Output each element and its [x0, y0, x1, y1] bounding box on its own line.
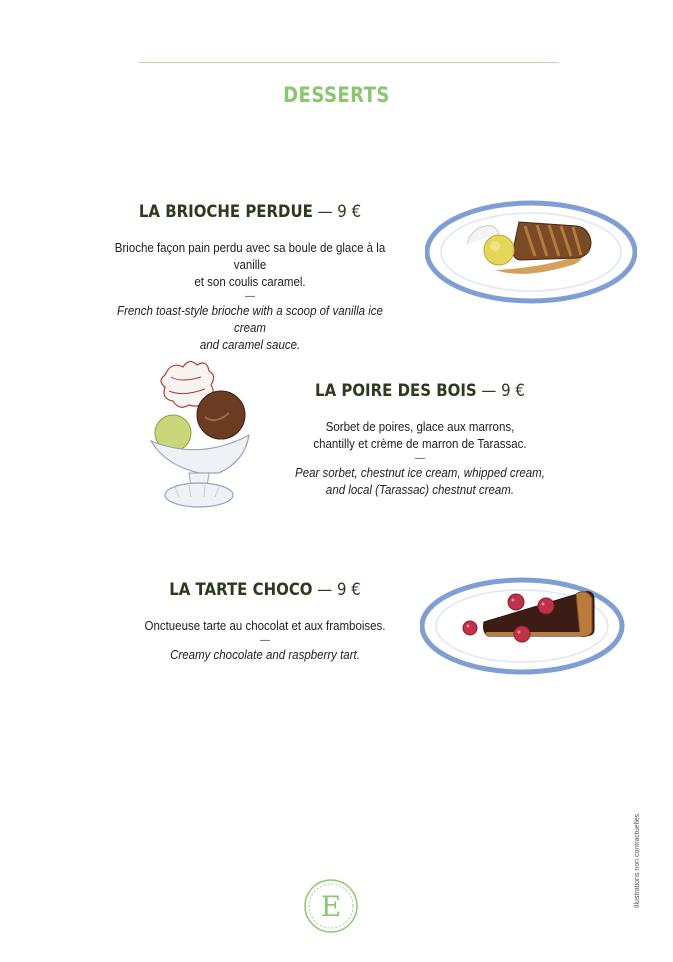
dish-tarte-choco — [115, 580, 415, 664]
dish-price: — 9 € — [481, 381, 525, 401]
dish-title — [133, 580, 397, 600]
separator-dash: — — [245, 291, 255, 302]
dish-name: LA BRIOCHE PERDUE — [138, 202, 313, 222]
description-fr-line-2: chantilly et crème de marron de Tarassac. — [313, 437, 527, 451]
description-fr-line-2: et son coulis caramel. — [194, 275, 306, 289]
restaurant-logo — [303, 878, 359, 939]
illustrations-disclaimer: Illustrations non contractuelles. — [634, 811, 641, 908]
dish-title — [288, 381, 552, 401]
dish-price: — 9 € — [317, 580, 361, 600]
sundae-cup-illustration — [145, 357, 255, 515]
description-fr-line-1: Sorbet de poires, glace aux marrons, — [325, 420, 515, 434]
description-en-line-1: French toast-style brioche with a scoop of vanilla ice cream — [117, 304, 383, 335]
section-title: DESSERTS — [283, 83, 390, 107]
description-en-line-2: and local (Tarassac) chestnut cream. — [325, 483, 515, 497]
brioche-plate-illustration — [425, 200, 637, 304]
separator-dash: — — [260, 635, 270, 646]
separator-dash: — — [415, 453, 425, 464]
description-fr-line-1: Brioche façon pain perdu avec sa boule de glace à la vanille — [114, 241, 386, 272]
logo-emblem-icon — [303, 878, 359, 934]
description-fr-line-1: Onctueuse tarte au chocolat et aux framboises. — [144, 619, 386, 633]
description-en-line-2: and caramel sauce. — [199, 338, 301, 352]
chocolate-tart-plate-illustration — [420, 576, 625, 676]
description-en-line-1: Creamy chocolate and raspberry tart. — [170, 648, 360, 662]
description-en-line-1: Pear sorbet, chestnut ice cream, whipped cream, — [295, 466, 545, 480]
dish-name: LA TARTE CHOCO — [169, 580, 313, 600]
dish-title — [109, 202, 391, 222]
dish-poire-des-bois — [270, 381, 570, 499]
top-divider — [139, 62, 559, 63]
dish-brioche-perdue — [90, 202, 410, 354]
dish-name: LA POIRE DES BOIS — [315, 381, 477, 401]
logo-letter: E — [320, 890, 342, 923]
dish-price: — 9 € — [317, 202, 362, 222]
